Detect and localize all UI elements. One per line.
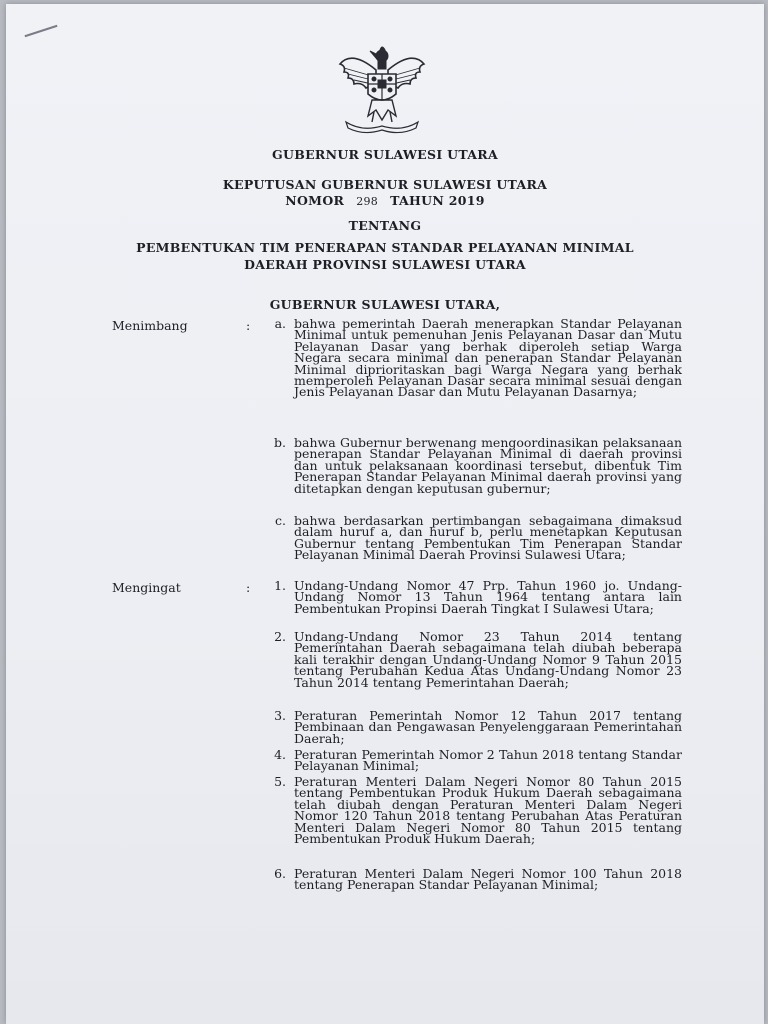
mengingat-label: Mengingat: [112, 580, 181, 595]
item-text: Peraturan Menteri Dalam Negeri Nomor 80 Tahun 2015 tentang Pembentukan Produk Hukum Daerah sebagaimana telah diubah dengan Peraturan Menteri Dalam Negeri Nomor 120 Tahun 2018 tentang Perubahan Atas Peraturan Menteri Dalam Negeri Nomor 80 Tahun 2015 tentang Pembentukan Produk Hukum Daerah;: [294, 774, 682, 847]
mengingat-colon: :: [246, 580, 251, 595]
subject-line-1: PEMBENTUKAN TIM PENERAPAN STANDAR PELAYANAN MINIMAL: [136, 240, 634, 255]
pen-mark: [25, 25, 58, 37]
item-text: bahwa Gubernur berwenang mengoordinasikan pelaksanaan penerapan Standar Pelayanan Minimal di daerah provinsi dan untuk pelaksanaan koordinasi tersebut, dibentuk Tim Penerapan Standar Pelayanan Minimal daerah provinsi yang ditetapkan dengan keputusan gubernur;: [294, 435, 682, 496]
number-value: 298: [356, 195, 379, 208]
item-marker: a.: [274, 316, 286, 331]
document-page: [6, 4, 764, 1024]
mengingat-item-1: [256, 580, 682, 614]
issuer-title: GUBERNUR SULAWESI UTARA: [272, 147, 498, 162]
item-text: Undang-Undang Nomor 47 Prp. Tahun 1960 jo. Undang-Undang Nomor 13 Tahun 1964 tentang antara lain Pembentukan Propinsi Daerah Tingkat I Sulawesi Utara;: [294, 578, 682, 616]
about-heading: TENTANG: [348, 218, 422, 233]
item-marker: b.: [274, 435, 286, 450]
year-label: TAHUN 2019: [390, 193, 485, 208]
decree-title: KEPUTUSAN GUBERNUR SULAWESI UTARA: [222, 177, 548, 192]
item-text: Peraturan Pemerintah Nomor 12 Tahun 2017 tentang Pembinaan dan Pengawasan Penyelenggaraan Pemerintahan Daerah;: [294, 708, 682, 746]
mengingat-item-5: [256, 774, 682, 847]
item-text: bahwa berdasarkan pertimbangan sebagaimana dimaksud dalam huruf a, dan huruf b, perlu menetapkan Keputusan Gubernur tentang Pembentukan Tim Penerapan Standar Pelayanan Minimal Daerah Provinsi Sulawesi Utara;: [294, 513, 682, 563]
number-label: NOMOR: [285, 193, 345, 208]
item-marker: c.: [275, 513, 286, 528]
mengingat-item-2: [256, 631, 682, 688]
garuda-emblem-icon: [332, 42, 432, 134]
item-marker: 4.: [274, 747, 286, 762]
menimbang-item-a: [256, 318, 682, 398]
menimbang-item-c: [256, 515, 682, 561]
menimbang-colon: :: [246, 318, 251, 333]
menimbang-item-b: [256, 437, 682, 494]
item-marker: 1.: [274, 578, 286, 593]
mengingat-item-4: [256, 749, 682, 772]
mengingat-item-3: [256, 710, 682, 744]
item-marker: 5.: [274, 774, 286, 789]
governor-heading: GUBERNUR SULAWESI UTARA,: [269, 297, 501, 312]
item-marker: 3.: [274, 708, 286, 723]
menimbang-label: Menimbang: [112, 318, 188, 333]
item-marker: 6.: [274, 866, 286, 881]
item-text: Peraturan Pemerintah Nomor 2 Tahun 2018 tentang Standar Pelayanan Minimal;: [294, 747, 682, 774]
subject-line-2: DAERAH PROVINSI SULAWESI UTARA: [244, 257, 526, 272]
item-text: Peraturan Menteri Dalam Negeri Nomor 100 Tahun 2018 tentang Penerapan Standar Pelayanan Minimal;: [294, 866, 682, 893]
decree-number-line: [6, 193, 764, 208]
item-marker: 2.: [274, 629, 286, 644]
mengingat-item-6: [256, 868, 682, 891]
item-text: Undang-Undang Nomor 23 Tahun 2014 tentang Pemerintahan Daerah sebagaimana telah diubah beberapa kali terakhir dengan Undang-Undang Nomor 9 Tahun 2015 tentang Perubahan Kedua Atas Undang-Undang Nomor 23 Tahun 2014 tentang Pemerintahan Daerah;: [294, 629, 682, 690]
item-text: bahwa pemerintah Daerah menerapkan Standar Pelayanan Minimal untuk pemenuhan Jenis Pelayanan Dasar dan Mutu Pelayanan Dasar yang berhak diperoleh setiap Warga Negara secara minimal dan penerapan Standar Pelayanan Minimal diprioritaskan bagi Warga Negara yang berhak memperoleh Pelayanan Dasar secara minimal sesuai dengan Jenis Pelayanan Dasar dan Mutu Pelayanan Dasarnya;: [294, 316, 682, 400]
